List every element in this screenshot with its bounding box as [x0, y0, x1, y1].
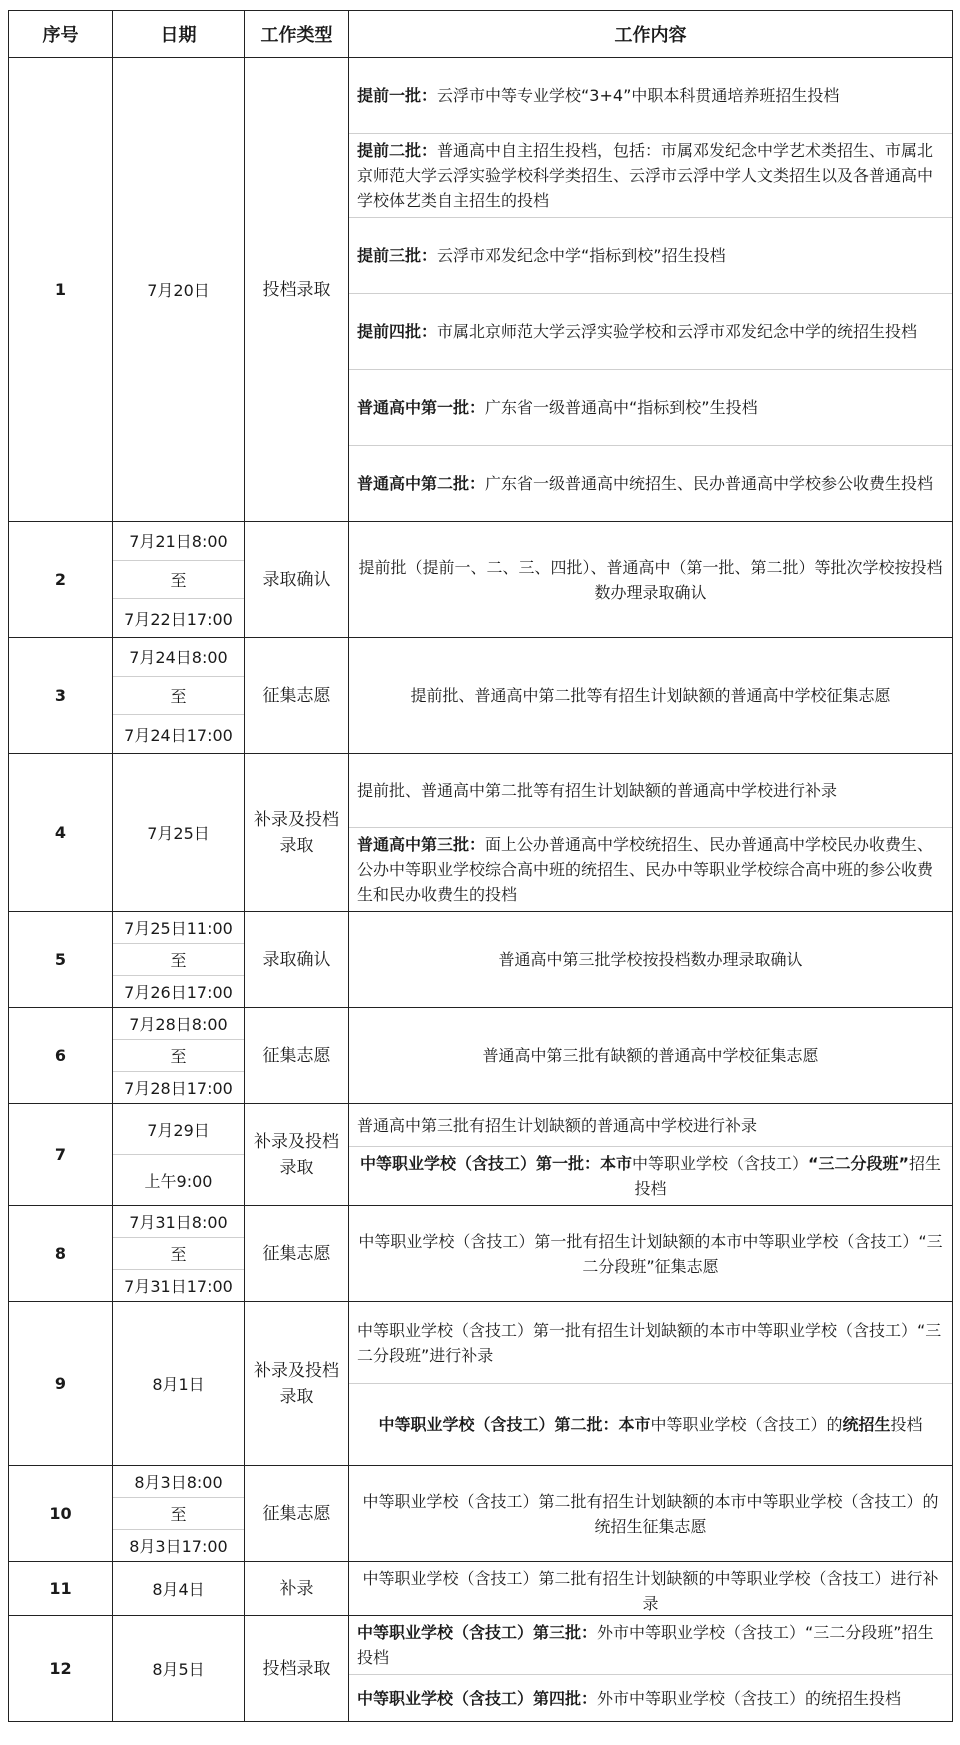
content-stack	[349, 58, 952, 521]
date-segment: 7月31日17:00	[113, 1269, 244, 1301]
cell-date	[113, 1104, 245, 1206]
content-block	[349, 1616, 952, 1674]
cell-date	[113, 912, 245, 1008]
date-segment: 7月28日17:00	[113, 1071, 244, 1103]
cell-work-type: 录取确认	[245, 522, 349, 638]
cell-seq: 5	[9, 912, 113, 1008]
content-block	[349, 1383, 952, 1465]
content-text: 中等职业学校（含技工）第一批有招生计划缺额的本市中等职业学校（含技工）“三二分段班”征集志愿	[358, 1231, 943, 1276]
content-block	[349, 1206, 952, 1301]
content-block	[349, 827, 952, 911]
content-block	[349, 445, 952, 521]
table-row	[9, 1302, 953, 1466]
content-text: 普通高中第三批学校按投档数办理录取确认	[498, 950, 803, 969]
content-text: 广东省一级普通高中统招生、民办普通高中学校参公收费生投档	[485, 474, 934, 493]
cell-work-content	[349, 1562, 953, 1616]
content-stack	[349, 912, 952, 1007]
cell-seq: 10	[9, 1466, 113, 1562]
cell-date	[113, 1302, 245, 1466]
content-block	[349, 754, 952, 827]
date-segment: 上午9:00	[113, 1154, 244, 1205]
date-stack	[113, 1302, 244, 1465]
date-segment: 7月29日	[147, 1120, 210, 1140]
cell-date	[113, 1206, 245, 1302]
content-text: 提前批、普通高中第二批等有招生计划缺额的普通高中学校进行补录	[357, 781, 838, 800]
cell-date	[113, 754, 245, 912]
content-text: 云浮市邓发纪念中学“指标到校”招生投档	[437, 246, 726, 265]
content-block	[349, 1562, 952, 1620]
content-stack	[349, 1104, 952, 1205]
content-stack	[349, 1008, 952, 1103]
cell-date	[113, 1616, 245, 1722]
cell-work-content	[349, 58, 953, 522]
table-row	[9, 754, 953, 912]
content-block	[349, 638, 952, 753]
content-stack	[349, 522, 952, 637]
content-text: 云浮市中等专业学校“3+4”中职本科贯通培养班招生投档	[437, 86, 840, 105]
content-text: 普通高中自主招生投档，包括：市属邓发纪念中学艺术类招生、市属北京师范大学云浮实验学校科学类招生、云浮市云浮中学人文类招生以及各普通高中学校体艺类自主招生的投档	[357, 141, 934, 210]
batch-label: 提前一批：	[357, 86, 438, 105]
content-text: 市属北京师范大学云浮实验学校和云浮市邓发纪念中学的统招生投档	[437, 322, 918, 341]
cell-work-type: 投档录取	[245, 58, 349, 522]
content-stack	[349, 1206, 952, 1301]
date-segment: 至	[113, 560, 244, 599]
content-block	[349, 369, 952, 445]
content-text: 外市中等职业学校（含技工）的统招生投档	[597, 1688, 902, 1708]
table-row	[9, 1466, 953, 1562]
cell-date	[113, 58, 245, 522]
cell-seq: 8	[9, 1206, 113, 1302]
content-block	[349, 1146, 952, 1205]
cell-date	[113, 522, 245, 638]
cell-work-type: 征集志愿	[245, 638, 349, 754]
batch-label: “三二分段班”	[807, 1154, 910, 1173]
cell-seq: 7	[9, 1104, 113, 1206]
date-segment: 7月24日8:00	[129, 648, 228, 668]
content-text: 中等职业学校（含技工）	[631, 1154, 808, 1173]
date-stack	[113, 638, 244, 753]
table-row	[9, 1008, 953, 1104]
batch-label: 普通高中第二批：	[357, 474, 486, 493]
date-stack	[113, 1616, 244, 1721]
date-stack	[113, 1466, 244, 1561]
cell-work-content	[349, 754, 953, 912]
cell-seq: 9	[9, 1302, 113, 1466]
date-segment: 8月5日	[152, 1660, 205, 1679]
content-block	[349, 217, 952, 293]
batch-label: 提前二批：	[357, 141, 438, 160]
cell-work-content	[349, 1008, 953, 1104]
cell-work-type: 征集志愿	[245, 1206, 349, 1302]
header-date: 日期	[113, 11, 245, 58]
date-segment: 至	[113, 1237, 244, 1269]
content-block	[349, 1674, 952, 1721]
cell-work-type: 补录及投档录取	[245, 1104, 349, 1206]
content-text: 提前批（提前一、二、三、四批）、普通高中（第一批、第二批）等批次学校按投档数办理录取确认	[358, 557, 943, 602]
content-block	[349, 293, 952, 369]
cell-work-content	[349, 638, 953, 754]
table-row	[9, 1206, 953, 1302]
date-segment: 7月20日	[147, 281, 210, 300]
header-row	[9, 11, 953, 58]
content-stack	[349, 638, 952, 753]
batch-label: 提前三批：	[357, 246, 438, 265]
date-segment: 至	[113, 943, 244, 975]
header-content: 工作内容	[349, 11, 953, 58]
content-block	[349, 1302, 952, 1383]
date-segment: 8月4日	[152, 1580, 205, 1599]
content-text: 中等职业学校（含技工）的	[650, 1415, 843, 1434]
cell-seq: 6	[9, 1008, 113, 1104]
date-stack	[113, 522, 244, 637]
table-row	[9, 1616, 953, 1722]
cell-work-content	[349, 1616, 953, 1722]
cell-seq: 12	[9, 1616, 113, 1722]
cell-date	[113, 638, 245, 754]
date-segment: 7月22日17:00	[113, 598, 244, 637]
content-block	[349, 1104, 952, 1146]
batch-label: 中等职业学校（含技工）第一批：本市	[359, 1154, 632, 1173]
content-block	[349, 1008, 952, 1103]
cell-seq: 11	[9, 1562, 113, 1616]
table-row	[9, 912, 953, 1008]
date-stack	[113, 1008, 244, 1103]
schedule-body	[9, 58, 953, 1722]
date-segment: 7月25日11:00	[124, 919, 233, 938]
date-segment: 8月3日17:00	[113, 1529, 244, 1561]
date-segment: 7月25日	[147, 824, 210, 843]
batch-label: 中等职业学校（含技工）第三批：	[357, 1623, 598, 1642]
cell-work-type: 投档录取	[245, 1616, 349, 1722]
date-segment: 7月31日8:00	[129, 1213, 228, 1232]
schedule-table	[8, 10, 953, 1722]
cell-date	[113, 1562, 245, 1616]
content-text: 中等职业学校（含技工）第二批有招生计划缺额的本市中等职业学校（含技工）的统招生征集志愿	[362, 1491, 939, 1536]
cell-date	[113, 1466, 245, 1562]
batch-label: 统招生	[842, 1415, 891, 1434]
cell-work-content	[349, 912, 953, 1008]
content-text: 广东省一级普通高中“指标到校”生投档	[485, 398, 758, 417]
batch-label: 普通高中第一批：	[357, 398, 486, 417]
cell-seq: 3	[9, 638, 113, 754]
header-type: 工作类型	[245, 11, 349, 58]
batch-label: 提前四批：	[357, 322, 438, 341]
date-stack	[113, 1562, 244, 1615]
content-text: 面上公办普通高中学校统招生、民办普通高中学校民办收费生、公办中等职业学校综合高中班的统招生、民办中等职业学校综合高中班的参公收费生和民办收费生的投档	[357, 835, 934, 904]
cell-seq: 1	[9, 58, 113, 522]
cell-work-content	[349, 522, 953, 638]
content-stack	[349, 1562, 952, 1615]
admission-schedule-sheet	[8, 10, 952, 1735]
date-segment: 至	[113, 676, 244, 715]
date-segment: 8月1日	[152, 1375, 205, 1394]
date-segment: 7月26日17:00	[113, 975, 244, 1007]
cell-seq: 4	[9, 754, 113, 912]
content-text: 外市中等职业学校（含技工）“三二分段班”招生投档	[357, 1623, 934, 1667]
table-row	[9, 1562, 953, 1616]
date-segment: 至	[113, 1497, 244, 1529]
content-block	[349, 912, 952, 1007]
date-stack	[113, 1206, 244, 1301]
content-stack	[349, 1466, 952, 1561]
date-stack	[113, 754, 244, 911]
header-seq: 序号	[9, 11, 113, 58]
date-segment: 7月21日8:00	[129, 532, 228, 552]
date-segment: 7月28日8:00	[129, 1015, 228, 1034]
content-block	[349, 522, 952, 637]
content-text: 提前批、普通高中第二批等有招生计划缺额的普通高中学校征集志愿	[410, 686, 891, 705]
table-row	[9, 638, 953, 754]
date-stack	[113, 58, 244, 521]
content-stack	[349, 754, 952, 911]
content-text: 投档	[890, 1415, 923, 1434]
content-text: 中等职业学校（含技工）第一批有招生计划缺额的本市中等职业学校（含技工）“三二分段班”进行补录	[357, 1320, 942, 1365]
content-stack	[349, 1616, 952, 1721]
content-block	[349, 58, 952, 133]
date-stack	[113, 912, 244, 1007]
content-text: 中等职业学校（含技工）第二批有招生计划缺额的中等职业学校（含技工）进行补录	[362, 1569, 939, 1613]
content-text: 普通高中第三批有招生计划缺额的普通高中学校进行补录	[357, 1115, 758, 1135]
cell-work-type: 征集志愿	[245, 1008, 349, 1104]
content-block	[349, 133, 952, 217]
date-segment: 7月24日17:00	[113, 714, 244, 753]
cell-seq: 2	[9, 522, 113, 638]
batch-label: 中等职业学校（含技工）第四批：	[357, 1688, 598, 1708]
date-segment: 至	[113, 1039, 244, 1071]
cell-date	[113, 1008, 245, 1104]
cell-work-type: 录取确认	[245, 912, 349, 1008]
content-text: 招生投档	[634, 1154, 942, 1198]
cell-work-content	[349, 1302, 953, 1466]
content-stack	[349, 1302, 952, 1465]
date-stack	[113, 1104, 244, 1205]
cell-work-type: 征集志愿	[245, 1466, 349, 1562]
cell-work-type: 补录	[245, 1562, 349, 1616]
cell-work-content	[349, 1104, 953, 1206]
content-text: 普通高中第三批有缺额的普通高中学校征集志愿	[482, 1046, 819, 1065]
table-row	[9, 522, 953, 638]
content-block	[349, 1466, 952, 1561]
table-row	[9, 58, 953, 522]
date-segment: 8月3日8:00	[134, 1473, 223, 1492]
batch-label: 普通高中第三批：	[357, 835, 486, 854]
cell-work-content	[349, 1466, 953, 1562]
cell-work-type: 补录及投档录取	[245, 754, 349, 912]
batch-label: 中等职业学校（含技工）第二批：本市	[378, 1415, 651, 1434]
table-row	[9, 1104, 953, 1206]
cell-work-content	[349, 1206, 953, 1302]
cell-work-type: 补录及投档录取	[245, 1302, 349, 1466]
